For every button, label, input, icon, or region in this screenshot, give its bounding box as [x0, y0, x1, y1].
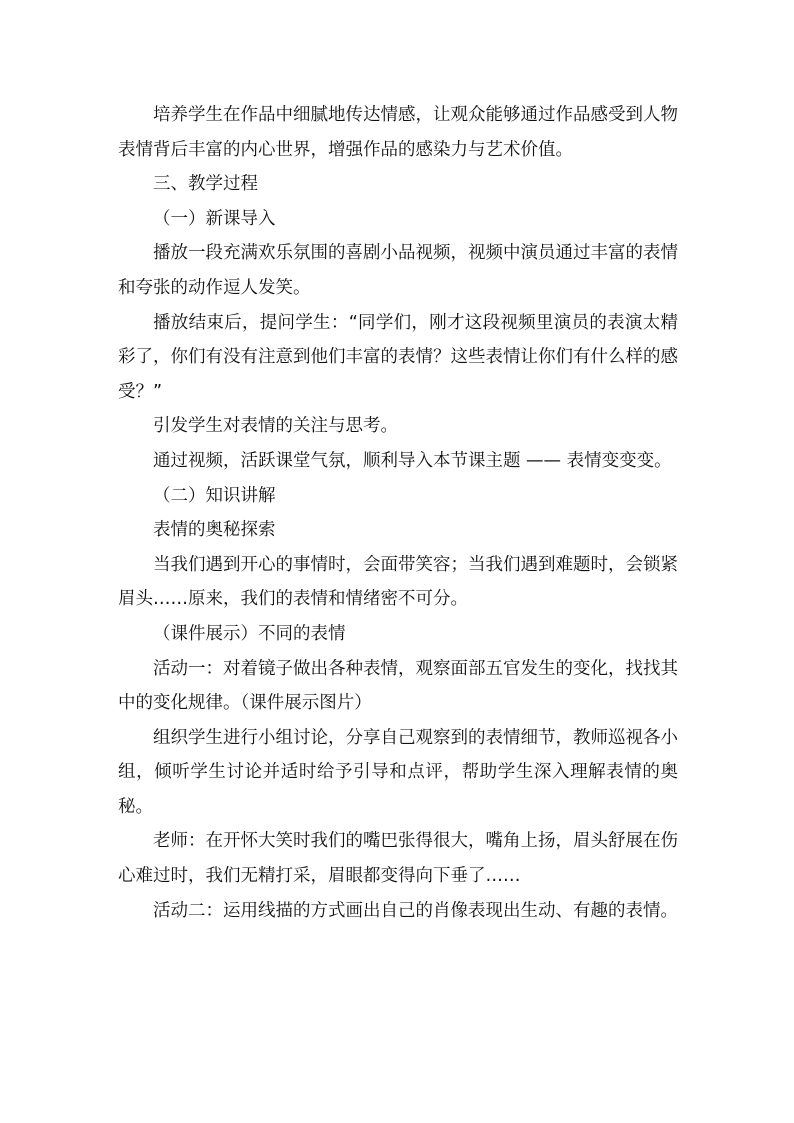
paragraph-mystery-title: 表情的奥秘探索 — [153, 520, 276, 541]
document-body — [118, 98, 678, 928]
paragraph-objective: 培养学生在作品中细腻地传达情感，让观众能够通过作品感受到人物表情背后丰富的内心世界，增强作品的感染力与艺术价值。 — [118, 105, 678, 160]
paragraph-teacher-remark: 老师：在开怀大笑时我们的嘴巴张得很大，嘴角上扬，眉头舒展在伤心难过时，我们无精打采，眉眼都变得向下垂了…… — [118, 831, 678, 887]
paragraph-ask-students: 播放结束后，提问学生：“同学们，刚才这段视频里演员的表演太精彩了，你们有没有注意到他们丰富的表情？这些表情让你们有什么样的感受？” — [118, 312, 678, 402]
subsection-heading-introduction: （一）新课导入 — [153, 208, 276, 229]
paragraph-attention: 引发学生对表情的关注与思考。 — [153, 416, 398, 437]
paragraph-topic-intro: 通过视频，活跃课堂气氛，顺利导入本节课主题 —— 表情变变变。 — [153, 450, 672, 471]
paragraph-group-discussion: 组织学生进行小组讨论，分享自己观察到的表情细节，教师巡视各小组，倾听学生讨论并适时给予引导和点评，帮助学生深入理解表情的奥秘。 — [118, 727, 678, 817]
paragraph-play-video: 播放一段充满欢乐氛围的喜剧小品视频，视频中演员通过丰富的表情和夸张的动作逗人发笑。 — [118, 243, 678, 298]
subsection-heading-knowledge: （二）知识讲解 — [153, 485, 276, 506]
section-heading-teaching-process: 三、教学过程 — [153, 174, 258, 195]
paragraph-activity-two: 活动二：运用线描的方式画出自己的肖像表现出生动、有趣的表情。 — [153, 900, 678, 921]
paragraph-emotion-relation: 当我们遇到开心的事情时，会面带笑容；当我们遇到难题时，会锁紧眉头……原来，我们的表情和情绪密不可分。 — [118, 554, 678, 610]
paragraph-activity-one: 活动一：对着镜子做出各种表情，观察面部五官发生的变化，找找其中的变化规律。（课件展示图片） — [118, 658, 678, 714]
paragraph-courseware-expressions: （课件展示）不同的表情 — [153, 623, 346, 644]
